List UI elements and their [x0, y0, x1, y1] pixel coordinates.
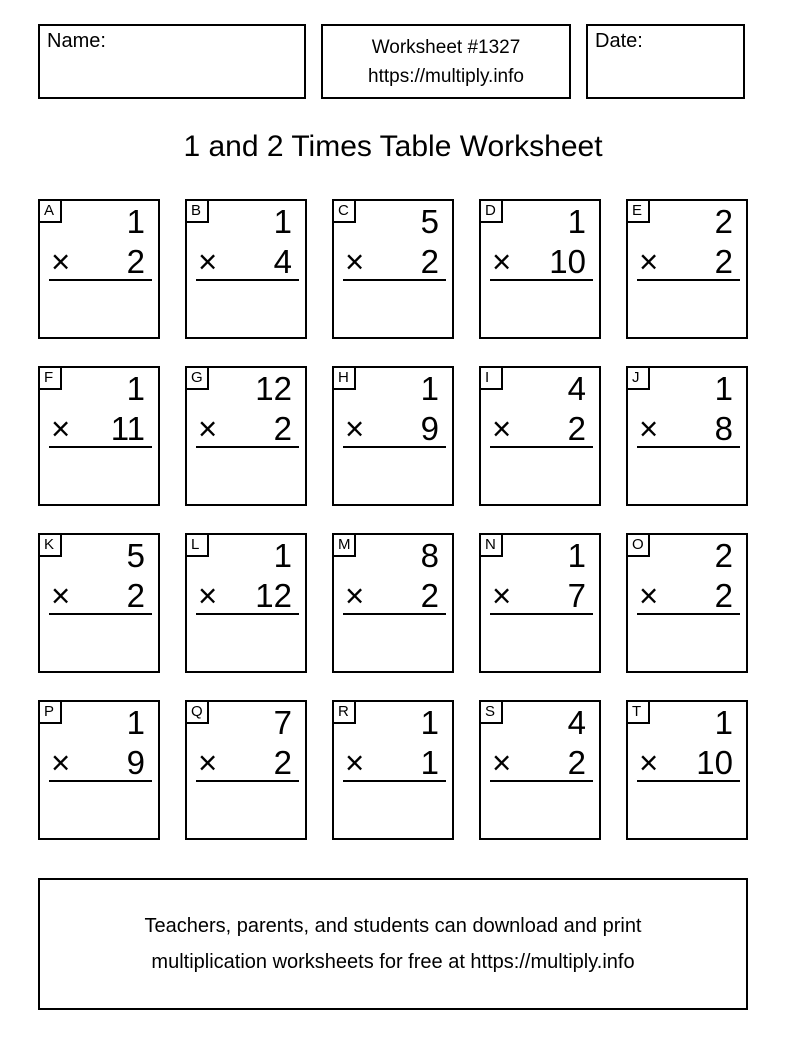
multiplication-sign-icon: ×: [198, 243, 218, 280]
problem-label-box: [626, 199, 650, 223]
multiplicand: 1: [273, 203, 292, 240]
problem-label: E: [632, 202, 643, 219]
problem-label-box: [38, 199, 62, 223]
problem-label-box: [38, 533, 62, 557]
answer-line: [49, 279, 152, 281]
multiplier: 10: [549, 243, 586, 280]
problem-label: O: [632, 536, 644, 553]
problem-label: M: [338, 536, 351, 553]
problem-label-box: [626, 533, 650, 557]
multiplier: 2: [126, 243, 145, 280]
multiplier: 4: [273, 243, 292, 280]
multiplier: 9: [126, 744, 145, 781]
answer-line: [343, 446, 446, 448]
answer-line: [196, 780, 299, 782]
problem-label: P: [44, 703, 55, 720]
multiplication-sign-icon: ×: [51, 744, 71, 781]
multiplication-sign-icon: ×: [345, 243, 365, 280]
problem-label: C: [338, 202, 349, 219]
multiplication-sign-icon: ×: [51, 410, 71, 447]
multiplication-sign-icon: ×: [198, 744, 218, 781]
problem-cell: [38, 366, 160, 506]
footer-line1: Teachers, parents, and students can download and print: [144, 915, 642, 937]
problem-cell: [185, 366, 307, 506]
multiplier: 2: [273, 410, 292, 447]
answer-line: [196, 613, 299, 615]
multiplier: 2: [714, 577, 733, 614]
problem-label: G: [191, 369, 203, 386]
problem-cell: [332, 533, 454, 673]
problem-label-box: [332, 199, 356, 223]
problem-label: L: [191, 536, 200, 553]
multiplicand: 1: [420, 370, 439, 407]
problem-label: S: [485, 703, 496, 720]
multiplier: 2: [714, 243, 733, 280]
multiplication-sign-icon: ×: [51, 243, 71, 280]
problem-label-box: [332, 366, 356, 390]
answer-line: [490, 279, 593, 281]
problem-label: I: [485, 369, 490, 386]
answer-line: [490, 446, 593, 448]
multiplication-sign-icon: ×: [492, 577, 512, 614]
problem-label-box: [332, 533, 356, 557]
problem-cell: [626, 700, 748, 840]
answer-line: [637, 279, 740, 281]
problem-label: A: [44, 202, 55, 219]
problem-label: Q: [191, 703, 203, 720]
multiplication-sign-icon: ×: [639, 577, 659, 614]
multiplication-sign-icon: ×: [492, 410, 512, 447]
header: [38, 24, 748, 99]
multiplier: 12: [255, 577, 292, 614]
multiplier: 2: [420, 243, 439, 280]
problem-label: F: [44, 369, 54, 386]
name-label: Name:: [47, 30, 106, 52]
problem-cell: [626, 366, 748, 506]
problem-label-box: [185, 533, 209, 557]
problem-label: B: [191, 202, 202, 219]
multiplication-sign-icon: ×: [345, 410, 365, 447]
multiplication-sign-icon: ×: [639, 744, 659, 781]
multiplicand: 1: [714, 370, 733, 407]
problem-label: N: [485, 536, 496, 553]
multiplier: 10: [696, 744, 733, 781]
problem-label-box: [626, 700, 650, 724]
answer-line: [343, 279, 446, 281]
multiplier: 1: [420, 744, 439, 781]
footer-box: [38, 878, 748, 1010]
multiplication-sign-icon: ×: [639, 410, 659, 447]
problem-label: D: [485, 202, 496, 219]
problem-cell: [626, 199, 748, 339]
multiplicand: 8: [420, 537, 439, 574]
name-field-box: [38, 24, 306, 99]
multiplier: 2: [126, 577, 145, 614]
answer-line: [49, 446, 152, 448]
answer-line: [490, 780, 593, 782]
multiplicand: 1: [126, 203, 145, 240]
problem-label-box: [38, 366, 62, 390]
problem-cell: [332, 700, 454, 840]
problem-label-box: [332, 700, 356, 724]
multiplicand: 4: [567, 704, 586, 741]
multiplicand: 12: [255, 370, 292, 407]
problem-cell: [479, 533, 601, 673]
problem-cell: [38, 700, 160, 840]
multiplier: 7: [567, 577, 586, 614]
problem-label-box: [479, 700, 503, 724]
answer-line: [343, 613, 446, 615]
problem-cell: [332, 199, 454, 339]
multiplicand: 1: [420, 704, 439, 741]
problem-label: T: [632, 703, 642, 720]
answer-line: [196, 446, 299, 448]
problem-label: J: [632, 369, 640, 386]
multiplication-sign-icon: ×: [345, 744, 365, 781]
answer-line: [196, 279, 299, 281]
multiplication-sign-icon: ×: [198, 577, 218, 614]
multiplicand: 1: [567, 203, 586, 240]
problem-cell: [38, 199, 160, 339]
problem-label-box: [185, 199, 209, 223]
answer-line: [343, 780, 446, 782]
problem-cell: [626, 533, 748, 673]
multiplier: 8: [714, 410, 733, 447]
page-title: 1 and 2 Times Table Worksheet: [183, 130, 603, 163]
worksheet-info-box: [321, 24, 571, 99]
problem-label-box: [38, 700, 62, 724]
multiplication-sign-icon: ×: [492, 744, 512, 781]
answer-line: [637, 613, 740, 615]
worksheet-url: https://multiply.info: [368, 65, 524, 87]
multiplicand: 2: [714, 537, 733, 574]
multiplication-sign-icon: ×: [198, 410, 218, 447]
multiplication-sign-icon: ×: [639, 243, 659, 280]
multiplicand: 2: [714, 203, 733, 240]
multiplication-sign-icon: ×: [492, 243, 512, 280]
problem-label-box: [185, 700, 209, 724]
problems-grid: [38, 199, 748, 840]
multiplicand: 1: [273, 537, 292, 574]
multiplicand: 5: [420, 203, 439, 240]
problem-label-box: [479, 533, 503, 557]
multiplicand: 1: [714, 704, 733, 741]
problem-cell: [185, 533, 307, 673]
multiplicand: 7: [273, 704, 292, 741]
problem-label-box: [626, 366, 650, 390]
answer-line: [637, 780, 740, 782]
problem-label: K: [44, 536, 55, 553]
footer-line2: multiplication worksheets for free at https://multiply.info: [151, 951, 635, 973]
problem-label-box: [479, 366, 503, 390]
multiplier: 2: [567, 410, 586, 447]
problem-label-box: [479, 199, 503, 223]
multiplier: 2: [420, 577, 439, 614]
problem-label: R: [338, 703, 349, 720]
multiplicand: 5: [126, 537, 145, 574]
answer-line: [49, 780, 152, 782]
problem-cell: [479, 199, 601, 339]
multiplier: 2: [567, 744, 586, 781]
multiplicand: 1: [126, 370, 145, 407]
multiplier: 11: [110, 410, 145, 447]
problem-label: H: [338, 369, 349, 386]
problem-cell: [185, 700, 307, 840]
problem-cell: [479, 366, 601, 506]
problem-label-box: [185, 366, 209, 390]
multiplier: 9: [420, 410, 439, 447]
problem-cell: [479, 700, 601, 840]
problem-cell: [332, 366, 454, 506]
worksheet-number: Worksheet #1327: [371, 36, 521, 58]
date-label: Date:: [595, 30, 643, 52]
problem-cell: [185, 199, 307, 339]
answer-line: [490, 613, 593, 615]
multiplicand: 1: [126, 704, 145, 741]
answer-line: [49, 613, 152, 615]
multiplier: 2: [273, 744, 292, 781]
multiplicand: 1: [567, 537, 586, 574]
answer-line: [637, 446, 740, 448]
problem-cell: [38, 533, 160, 673]
multiplication-sign-icon: ×: [51, 577, 71, 614]
multiplication-sign-icon: ×: [345, 577, 365, 614]
multiplicand: 4: [567, 370, 586, 407]
date-field-box: [586, 24, 745, 99]
